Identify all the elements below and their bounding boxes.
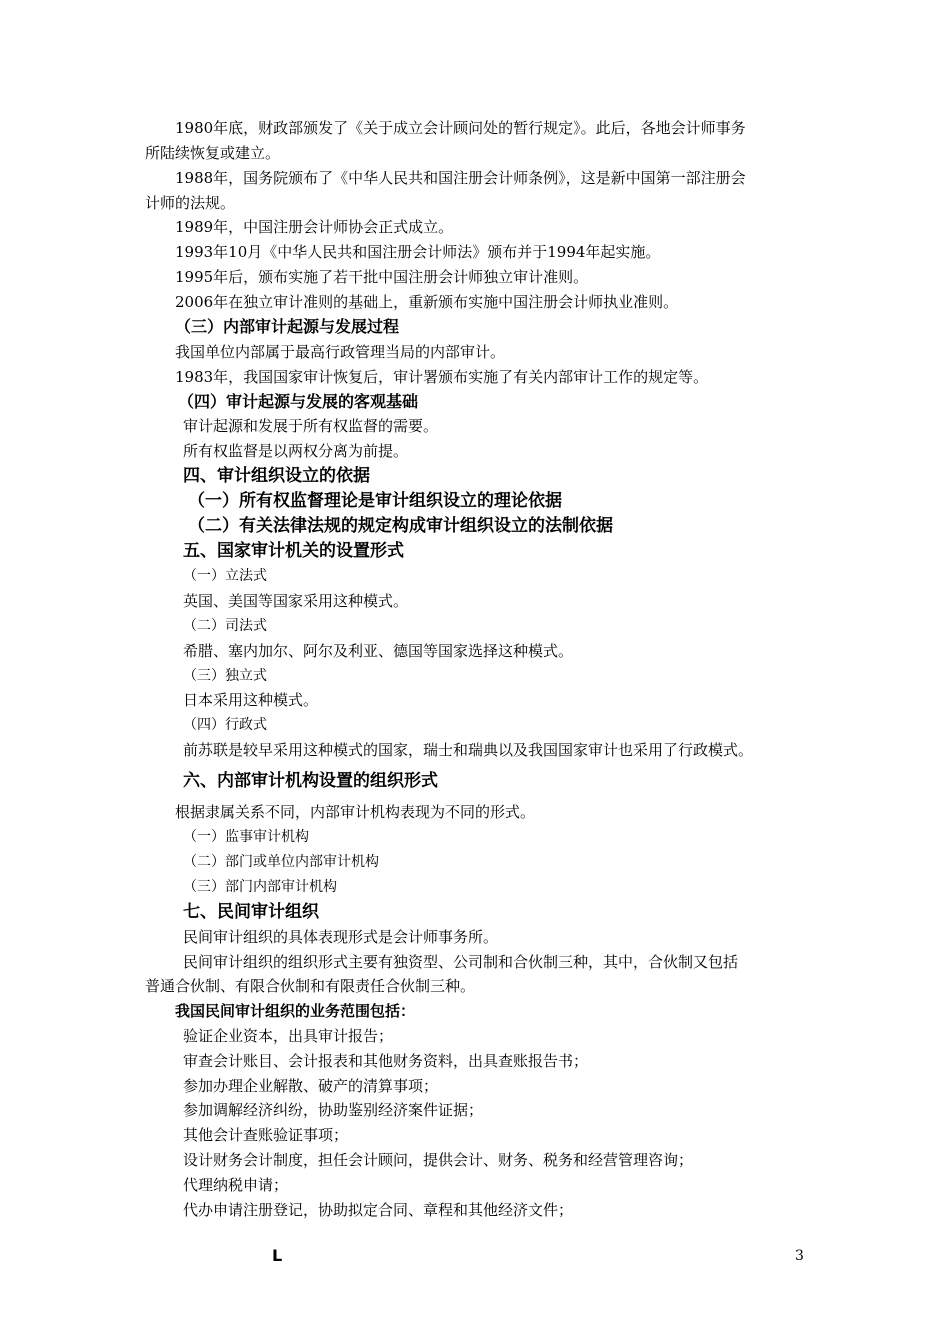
list-item: 验证企业资本，出具审计报告；: [183, 1027, 394, 1045]
paragraph-line: 1993年10月《中华人民共和国注册会计师法》颁布并于1994年起实施。: [175, 243, 661, 261]
paragraph-line: 根据隶属关系不同，内部审计机构表现为不同的形式。: [175, 803, 536, 821]
paragraph-line: 民间审计组织的具体表现形式是会计师事务所。: [183, 928, 499, 946]
page-number: 3: [795, 1248, 804, 1264]
paragraph-line: 日本采用这种模式。: [183, 691, 319, 709]
list-label: （二）司法式: [183, 618, 267, 634]
paragraph-line: 所有权监督是以两权分离为前提。: [183, 442, 409, 460]
section-subheading: （一）所有权监督理论是审计组织设立的理论依据: [188, 491, 562, 511]
list-item: 其他会计查账验证事项；: [183, 1126, 349, 1144]
section-heading: 五、国家审计机关的设置形式: [183, 541, 404, 561]
bold-lead: 我国民间审计组织的业务范围包括：: [175, 1002, 416, 1020]
paragraph-line: 我国单位内部属于最高行政管理当局的内部审计。: [175, 343, 506, 361]
list-item: 审查会计账目、会计报表和其他财务资料，出具查账报告书；: [183, 1052, 589, 1070]
paragraph-line: 1980年底，财政部颁发了《关于成立会计顾问处的暂行规定》。此后，各地会计师事务: [175, 119, 746, 137]
list-item: 参加调解经济纠纷，协助鉴别经济案件证据；: [183, 1101, 484, 1119]
paragraph-line: 1989年，中国注册会计师协会正式成立。: [175, 218, 454, 236]
list-label: （一）监事审计机构: [183, 829, 309, 845]
paragraph-line: 民间审计组织的组织形式主要有独资型、公司制和合伙制三种，其中，合伙制又包括: [183, 953, 739, 971]
list-label: （四）行政式: [183, 717, 267, 733]
section-subheading: （二）有关法律法规的规定构成审计组织设立的法制依据: [188, 516, 613, 536]
subheading: （三）内部审计起源与发展过程: [175, 317, 400, 336]
section-heading: 四、审计组织设立的依据: [183, 466, 370, 486]
list-label: （一）立法式: [183, 568, 267, 584]
paragraph-line: 2006年在独立审计准则的基础上，重新颁布实施中国注册会计师执业准则。: [175, 293, 679, 311]
paragraph-line: 所陆续恢复或建立。: [145, 144, 281, 162]
list-item: 代办申请注册登记，协助拟定合同、章程和其他经济文件；: [183, 1201, 574, 1219]
paragraph-line: 英国、美国等国家采用这种模式。: [183, 592, 409, 610]
subheading: （四）审计起源与发展的客观基础: [178, 392, 419, 411]
list-item: 设计财务会计制度，担任会计顾问，提供会计、财务、税务和经营管理咨询；: [183, 1151, 694, 1169]
paragraph-line: 普通合伙制、有限合伙制和有限责任合伙制三种。: [145, 977, 476, 995]
section-heading: 七、民间审计组织: [183, 902, 319, 922]
list-label: （二）部门或单位内部审计机构: [183, 854, 379, 870]
paragraph-line: 1995年后，颁布实施了若干批中国注册会计师独立审计准则。: [175, 268, 589, 286]
paragraph-line: 前苏联是较早采用这种模式的国家，瑞士和瑞典以及我国国家审计也采用了行政模式。: [183, 741, 754, 759]
list-item: 代理纳税申请；: [183, 1176, 289, 1194]
paragraph-line: 审计起源和发展于所有权监督的需要。: [183, 417, 439, 435]
list-label: （三）部门内部审计机构: [183, 879, 337, 895]
paragraph-line: 1988年，国务院颁布了《中华人民共和国注册会计师条例》，这是新中国第一部注册会: [175, 169, 746, 187]
list-label: （三）独立式: [183, 668, 267, 684]
paragraph-line: 希腊、塞内加尔、阿尔及利亚、德国等国家选择这种模式。: [183, 642, 574, 660]
paragraph-line: 计师的法规。: [145, 194, 236, 212]
paragraph-line: 1983年，我国国家审计恢复后，审计署颁布实施了有关内部审计工作的规定等。: [175, 368, 709, 386]
section-heading: 六、内部审计机构设置的组织形式: [183, 771, 438, 791]
list-item: 参加办理企业解散、破产的清算事项；: [183, 1077, 439, 1095]
footer-mark: L: [272, 1246, 283, 1265]
